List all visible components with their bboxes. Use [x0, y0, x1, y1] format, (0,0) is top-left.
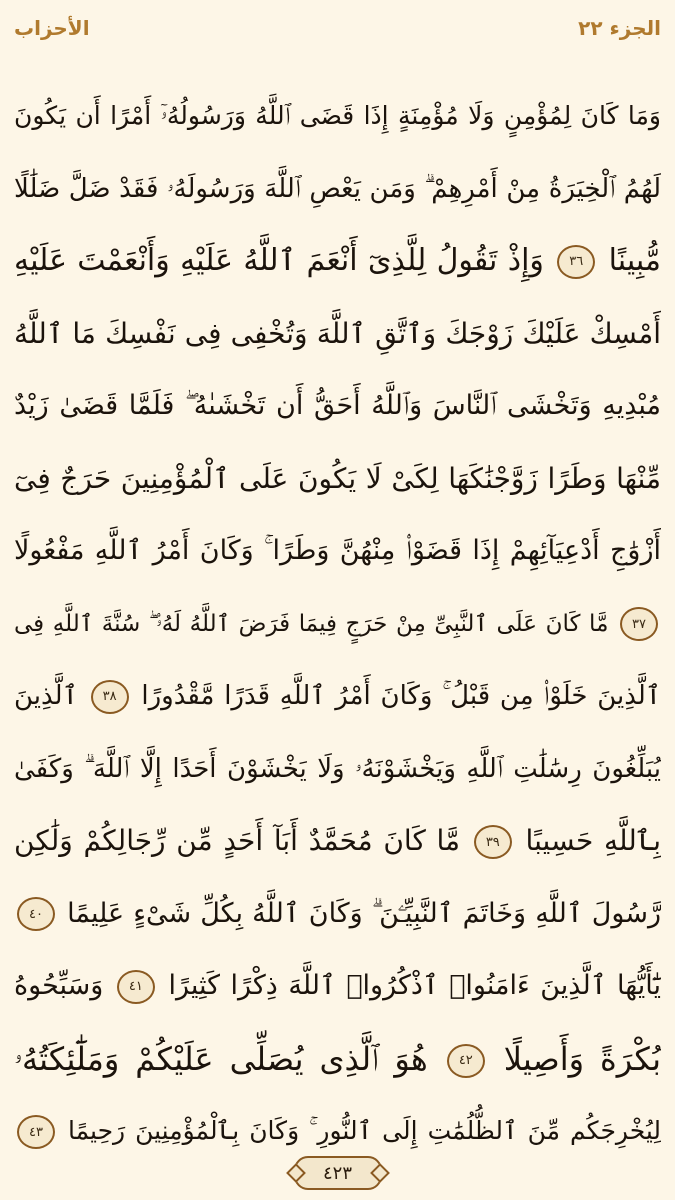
verse-text: لَهُمُ ٱلْخِيَرَةُ مِنْ أَمْرِهِمْ ۗ وَمَن يَعْصِ ٱللَّهَ وَرَسُولَهُۥ فَقَدْ ضَلَّ ضَلَٰلًا: [14, 173, 661, 204]
verse-line: [14, 1023, 661, 1096]
juz-label: الجزء ٢٢: [578, 16, 661, 40]
verse-line: [14, 370, 661, 443]
ayah-number-marker: ٣٦: [557, 245, 595, 279]
verse-text: أَمْسِكْ عَلَيْكَ زَوْجَكَ وَٱتَّقِ ٱللَّهَ وَتُخْفِى فِى نَفْسِكَ مَا ٱللَّهُ: [14, 316, 661, 350]
verse-line: [14, 298, 661, 371]
ayah-number-marker: ٤٢: [447, 1044, 485, 1078]
verse-text: رَّسُولَ ٱللَّهِ وَخَاتَمَ ٱلنَّبِيِّـۧنَ ۗ وَكَانَ ٱللَّهُ بِكُلِّ شَىْءٍ عَلِيمًا: [67, 897, 661, 929]
ayah-number-marker: ٤١: [117, 970, 155, 1004]
verse-line: [14, 733, 661, 806]
verse-text: مُّبِينًا: [608, 243, 661, 279]
verse-text: بُكْرَةً وَأَصِيلًا: [503, 1039, 661, 1078]
ayah-number-marker: ٣٨: [91, 680, 129, 714]
verse-text: وَسَبِّحُوهُ: [14, 970, 104, 1002]
verse-line: [14, 588, 661, 661]
verse-line: [14, 878, 661, 951]
verse-text: لِيُخْرِجَكُم مِّنَ ٱلظُّلُمَٰتِ إِلَى ٱلنُّورِ ۚ وَكَانَ بِٱلْمُؤْمِنِينَ رَحِيمًا: [67, 1116, 661, 1146]
verse-text: مُبْدِيهِ وَتَخْشَى ٱلنَّاسَ وَٱللَّهُ أَحَقُّ أَن تَخْشَىٰهُ ۖ فَلَمَّا قَضَىٰ زَيْدٌ: [14, 390, 661, 422]
verse-text: أَزْوَٰجِ أَدْعِيَآئِهِمْ إِذَا قَضَوْا۟ مِنْهُنَّ وَطَرًا ۚ وَكَانَ أَمْرُ ٱللَّهِ مَفْعُولًا: [14, 535, 661, 567]
verse-line: [14, 80, 661, 153]
surah-name: الأحزاب: [14, 16, 90, 40]
ayah-number-marker: ٤٠: [17, 897, 55, 931]
verse-text: هُوَ ٱلَّذِى يُصَلِّى عَلَيْكُمْ وَمَلَٰٓئِكَتُهُۥ: [14, 1039, 428, 1078]
verse-text: يَٰٓأَيُّهَا ٱلَّذِينَ ءَامَنُوا۟ ٱذْكُرُوا۟ ٱللَّهَ ذِكْرًا كَثِيرًا: [168, 970, 661, 1002]
verse-line: [14, 153, 661, 226]
verse-text: ٱلَّذِينَ: [14, 681, 78, 712]
verse-text: مَّا كَانَ عَلَى ٱلنَّبِىِّ مِنْ حَرَجٍ فِيمَا فَرَضَ ٱللَّهُ لَهُۥ ۖ سُنَّةَ ٱللَّهِ فِى: [14, 610, 609, 637]
verse-text: بِٱللَّهِ حَسِيبًا: [525, 824, 661, 858]
verse-text: وَإِذْ تَقُولُ لِلَّذِىٓ أَنْعَمَ ٱللَّهُ عَلَيْهِ وَأَنْعَمْتَ عَلَيْهِ: [14, 243, 544, 279]
page-header: [14, 8, 661, 48]
page-footer: [0, 1156, 675, 1190]
ayah-number-marker: ٣٧: [620, 607, 658, 641]
verse-text: مَّا كَانَ مُحَمَّدٌ أَبَآ أَحَدٍ مِّن رِّجَالِكُمْ وَلَٰكِن: [14, 824, 461, 858]
verse-line: [14, 950, 661, 1023]
verse-line: [14, 805, 661, 878]
verse-text: يُبَلِّغُونَ رِسَٰلَٰتِ ٱللَّهِ وَيَخْشَوْنَهُۥ وَلَا يَخْشَوْنَ أَحَدًا إِلَّا ٱللَّهَ ۗ وَكَفَىٰ: [14, 753, 661, 784]
verse-line: [14, 515, 661, 588]
verse-line: [14, 443, 661, 516]
ayah-number-marker: ٤٣: [17, 1115, 55, 1149]
verse-line: [14, 660, 661, 733]
verse-line: [14, 225, 661, 298]
quran-text-block: [14, 80, 661, 1168]
verse-text: ٱلَّذِينَ خَلَوْا۟ مِن قَبْلُ ۚ وَكَانَ أَمْرُ ٱللَّهِ قَدَرًا مَّقْدُورًا: [141, 681, 661, 712]
verse-text: مِّنْهَا وَطَرًا زَوَّجْنَٰكَهَا لِكَىْ لَا يَكُونَ عَلَى ٱلْمُؤْمِنِينَ حَرَجٌ فِىٓ: [14, 461, 661, 495]
verse-text: وَمَا كَانَ لِمُؤْمِنٍ وَلَا مُؤْمِنَةٍ إِذَا قَضَى ٱللَّهُ وَرَسُولُهُۥٓ أَمْرًا أَن يَكُونَ: [14, 101, 661, 131]
page-number: ٤٢٣: [294, 1156, 382, 1190]
ayah-number-marker: ٣٩: [474, 825, 512, 859]
